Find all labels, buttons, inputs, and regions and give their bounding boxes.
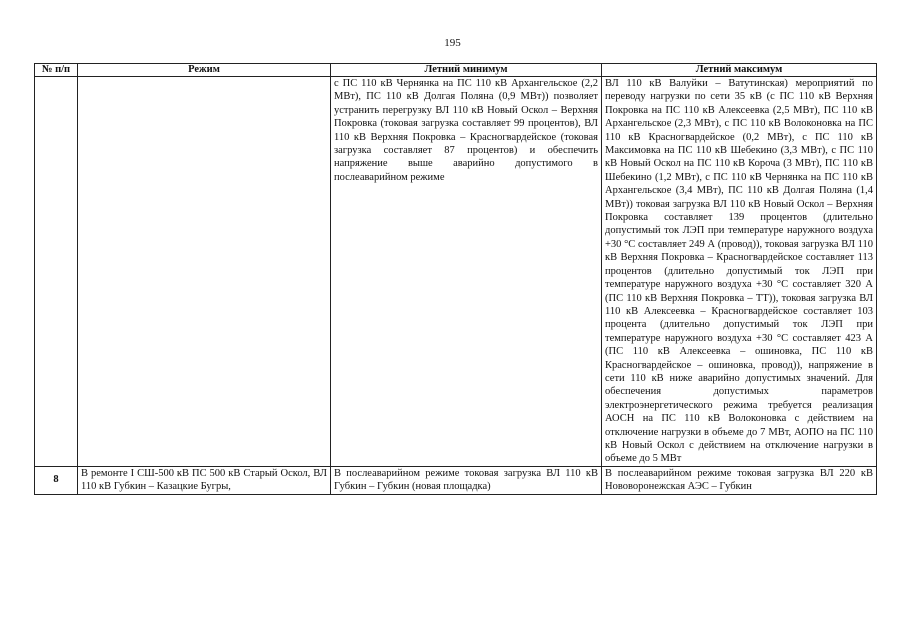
table-row (35, 77, 877, 467)
header-mode: Режим (78, 64, 331, 77)
table-header-row (35, 64, 877, 77)
header-summer-max: Летний максимум (602, 64, 877, 77)
row-number (35, 77, 78, 467)
header-number: № п/п (35, 64, 78, 77)
mode-cell: В ремонте I СШ-500 кВ ПС 500 кВ Старый Оскол, ВЛ 110 кВ Губкин – Казацкие Бугры, (78, 466, 331, 494)
summer-min-cell: В послеаварийном режиме токовая загрузка ВЛ 110 кВ Губкин – Губкин (новая площадка) (331, 466, 602, 494)
summer-min-cell: с ПС 110 кВ Чернянка на ПС 110 кВ Архангельское (2,2 МВт), ПС 110 кВ Долгая Поляна (0,9 МВт)) позволяет устранить перегрузку ВЛ 110 кВ Новый Оскол – Верхняя Покровка (токовая загрузка составляет 99 процентов), ВЛ 110 кВ Верхняя Покровка – Красногвардейское (токовая загрузка составляет 87 процентов) и обеспечить напряжение выше аварийно допустимого в послеаварийном режиме (331, 77, 602, 467)
summer-max-cell: В послеаварийном режиме токовая загрузка ВЛ 220 кВ Нововоронежская АЭС – Губкин (602, 466, 877, 494)
page-number: 195 (444, 37, 461, 49)
mode-cell (78, 77, 331, 467)
row-number: 8 (35, 466, 78, 494)
regime-table (34, 63, 877, 495)
summer-max-cell: ВЛ 110 кВ Валуйки – Ватутинская) мероприятий по переводу нагрузки по сети 35 кВ (с ПС 110 кВ Верхняя Покровка на ПС 110 кВ Алексеевка (2,5 МВт), ПС 110 кВ Архангельское (2,3 МВт), с ПС 110 кВ Волоконовка на ПС 110 кВ Красногвардейское (0,2 МВт), с ПС 110 кВ Максимовка на ПС 110 кВ Шебекино (3,3 МВт), с ПС 110 кВ Новый Оскол на ПС 110 кВ Короча (3 МВт), ПС 110 кВ Шебекино (1,2 МВт), с ПС 110 кВ Чернянка на ПС 110 кВ Архангельское (3,4 МВт), ПС 110 кВ Долгая Поляна (1,4 МВт)) токовая загрузка ВЛ 110 кВ Новый Оскол – Верхняя Покровка составляет 139 процентов (длительно допустимый ток ЛЭП при температуре наружного воздуха +30 °С составляет 249 А (провод)), токовая загрузка ВЛ 110 кВ Верхняя Покровка – Красногвардейское составляет 113 процентов (длительно допустимый ток ЛЭП при температуре наружного воздуха +30 °С составляет 320 А (ПС 110 кВ Верхняя Покровка – ТТ)), токовая загрузка ВЛ 110 кВ Алексеевка – Красногвардейское составляет 103 процента (длительно допустимый ток ЛЭП при температуре наружного воздуха +30 °С составляет 423 А (ПС 110 кВ Алексеевка – ошиновка, ПС 110 кВ Красногвардейское – ошиновка, провод)), напряжение в сети 110 кВ ниже аварийно допустимых значений. Для обеспечения допустимых параметров электроэнергетического режима требуется реализация АОСН на ПС 110 кВ Волоконовка с действием на отключение нагрузки в объеме до 7 МВт, АОПО на ПС 110 кВ Новый Оскол с действием на отключение нагрузки в объеме до 5 МВт (602, 77, 877, 467)
table-row (35, 466, 877, 494)
header-summer-min: Летний минимум (331, 64, 602, 77)
